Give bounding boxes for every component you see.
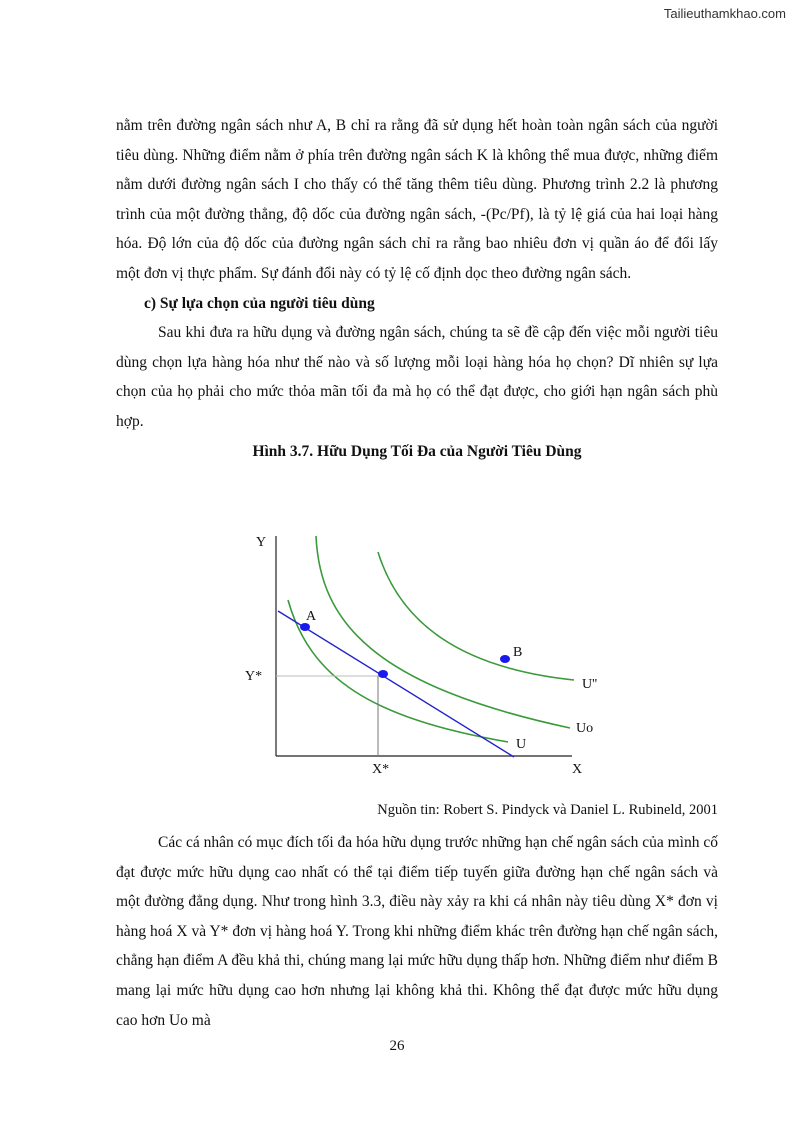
budget-line [278, 611, 514, 757]
point-b [500, 655, 510, 663]
label-curve-low: U [516, 737, 527, 752]
utility-diagram [240, 528, 600, 778]
label-x-star: X* [372, 762, 390, 777]
section-heading: c) Sự lựa chọn của người tiêu dùng [144, 294, 375, 312]
label-a: A [306, 609, 317, 624]
page-number: 26 [389, 1038, 405, 1054]
indifference-curve-low [288, 600, 508, 742]
point-a [300, 623, 310, 631]
label-b: B [513, 645, 523, 660]
indifference-curve-mid [316, 536, 570, 728]
label-curve-high: U'' [582, 677, 598, 692]
figure-title: Hình 3.7. Hữu Dụng Tối Đa của Người Tiêu Dùng [252, 442, 582, 460]
figure-source: Nguồn tin: Robert S. Pindyck và Daniel L. Rubineld, 2001 [377, 802, 718, 818]
label-curve-mid: Uo [576, 721, 594, 736]
page-body-top [116, 111, 718, 466]
watermark: Tailieuthamkhao.com [663, 6, 786, 21]
paragraph-choice: Sau khi đưa ra hữu dụng và đường ngân sách, chúng ta sẽ đề cập đến việc mỗi người tiêu dùng chọn lựa hàng hóa như thế nào và số lượng mỗi loại hàng hóa họ chọn? Dĩ nhiên sự lựa chọn của họ phải cho mức thỏa mãn tối đa mà họ có thể đạt được, cho giới hạn ngân sách phù hợp. [116, 324, 718, 430]
utility-figure [240, 528, 600, 778]
x-axis-label: X [572, 762, 583, 777]
y-axis-label: Y [256, 535, 267, 550]
point-tangency [378, 670, 388, 678]
paragraph-budget: nằm trên đường ngân sách như A, B chỉ ra rằng đã sử dụng hết hoàn toàn ngân sách của người tiêu dùng. Những điểm nằm ở phía trên đường ngân sách K là không thể mua được, những điểm nằm dưới đường ngân sách I cho thấy có thể tăng thêm tiêu dùng. Phương trình 2.2 là phương trình của một đường thẳng, độ dốc của đường ngân sách, -(Pc/Pf), là tỷ lệ giá của hai loại hàng hóa. Độ lớn của độ dốc của đường ngân sách chỉ ra rằng bao nhiêu đơn vị quần áo để đổi lấy một đơn vị thực phẩm. Sự đánh đổi này có tỷ lệ cố định dọc theo đường ngân sách. [116, 117, 718, 282]
page-body-bottom [116, 828, 718, 1035]
paragraph-maximization: Các cá nhân có mục đích tối đa hóa hữu dụng trước những hạn chế ngân sách của mình cố đạt được mức hữu dụng cao nhất có thể tại điểm tiếp tuyến giữa đường hạn chế ngân sách và một đường đẳng dụng. Như trong hình 3.3, điều này xảy ra khi cá nhân này tiêu dùng X* đơn vị hàng hoá X và Y* đơn vị hàng hoá Y. Trong khi những điểm khác trên đường hạn chế ngân sách, chẳng hạn điểm A đều khả thi, chúng mang lại mức hữu dụng thấp hơn. Những điểm như điểm B mang lại mức hữu dụng cao hơn nhưng lại không khả thi. Không thể đạt được mức hữu dụng cao hơn Uo mà [116, 834, 718, 1029]
indifference-curve-high [378, 552, 574, 680]
label-y-star: Y* [245, 669, 263, 684]
